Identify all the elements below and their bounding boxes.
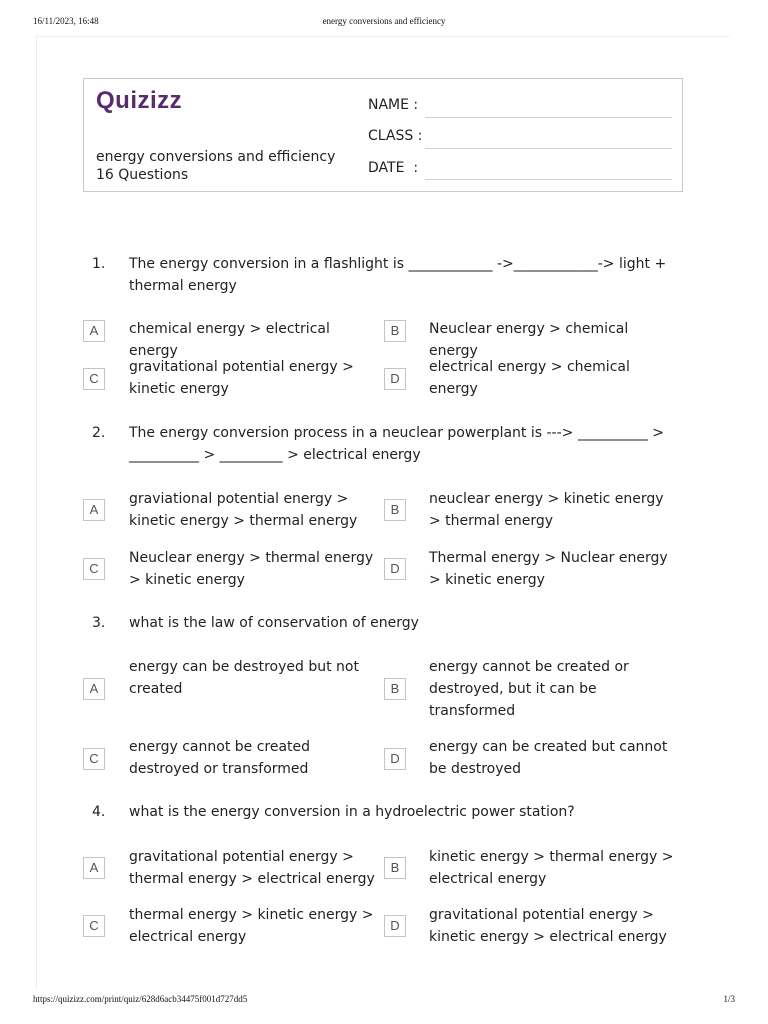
- question-number: 3.: [92, 615, 106, 631]
- print-datetime: 16/11/2023, 16:48: [33, 16, 99, 26]
- question-text: The energy conversion in a flashlight is ____________ ->____________-> light + thermal energy: [129, 256, 667, 294]
- question-text: The energy conversion process in a neuclear powerplant is ---> __________ > __________ > _________ > electrical energy: [129, 425, 665, 463]
- quizizz-logo: Quizizz: [96, 87, 183, 114]
- option-c-box[interactable]: C: [83, 748, 105, 770]
- option-b-text: neuclear energy > kinetic energy > thermal energy: [429, 491, 664, 529]
- print-footer: [0, 994, 768, 1008]
- page-number: 1/3: [723, 994, 735, 1004]
- option-c-text: thermal energy > kinetic energy > electrical energy: [129, 907, 374, 945]
- date-label: DATE :: [368, 160, 419, 176]
- option-a-box[interactable]: A: [83, 499, 105, 521]
- option-c-box[interactable]: C: [83, 558, 105, 580]
- option-d-box[interactable]: D: [384, 368, 406, 390]
- page-edge-top: [36, 36, 730, 37]
- option-b-box[interactable]: B: [384, 857, 406, 879]
- print-doc-title: energy conversions and efficiency: [322, 16, 446, 26]
- option-d-box[interactable]: D: [384, 748, 406, 770]
- question-text: what is the energy conversion in a hydroelectric power station?: [129, 804, 575, 820]
- option-a-text: graviational potential energy > kinetic energy > thermal energy: [129, 491, 358, 529]
- name-line: [425, 117, 672, 118]
- option-d-text: gravitational potential energy > kinetic energy > electrical energy: [429, 907, 667, 945]
- option-a-box[interactable]: A: [83, 320, 105, 342]
- question-text: what is the law of conservation of energy: [129, 615, 419, 631]
- option-c-box[interactable]: C: [83, 915, 105, 937]
- date-line: [425, 179, 672, 180]
- name-label: NAME :: [368, 97, 419, 113]
- option-d-text: electrical energy > chemical energy: [429, 359, 630, 397]
- option-c-text: energy cannot be created destroyed or transformed: [129, 739, 311, 777]
- class-line: [425, 148, 672, 149]
- option-d-text: energy can be created but cannot be destroyed: [429, 739, 668, 777]
- quiz-title: energy conversions and efficiency: [96, 149, 336, 165]
- question-count: 16 Questions: [96, 167, 189, 183]
- option-c-text: gravitational potential energy > kinetic energy: [129, 359, 354, 397]
- option-a-text: gravitational potential energy > thermal energy > electrical energy: [129, 849, 375, 887]
- option-d-box[interactable]: D: [384, 915, 406, 937]
- option-b-box[interactable]: B: [384, 678, 406, 700]
- option-d-box[interactable]: D: [384, 558, 406, 580]
- option-a-text: energy can be destroyed but not created: [129, 659, 359, 697]
- option-b-box[interactable]: B: [384, 499, 406, 521]
- option-b-box[interactable]: B: [384, 320, 406, 342]
- option-c-box[interactable]: C: [83, 368, 105, 390]
- option-d-text: Thermal energy > Nuclear energy > kinetic energy: [429, 550, 668, 588]
- class-label: CLASS :: [368, 128, 423, 144]
- print-url: https://quizizz.com/print/quiz/628d6acb34475f001d727dd5: [33, 994, 248, 1004]
- option-b-text: energy cannot be created or destroyed, but it can be transformed: [429, 659, 629, 719]
- question-number: 1.: [92, 256, 106, 272]
- option-c-text: Neuclear energy > thermal energy > kinetic energy: [129, 550, 374, 588]
- page-edge-left: [36, 36, 37, 988]
- option-b-text: Neuclear energy > chemical energy: [429, 321, 629, 359]
- worksheet-header: [83, 78, 683, 192]
- print-header: [0, 16, 768, 30]
- option-a-text: chemical energy > electrical energy: [129, 321, 330, 359]
- option-b-text: kinetic energy > thermal energy > electrical energy: [429, 849, 674, 887]
- question-number: 4.: [92, 804, 106, 820]
- question-number: 2.: [92, 425, 106, 441]
- option-a-box[interactable]: A: [83, 857, 105, 879]
- option-a-box[interactable]: A: [83, 678, 105, 700]
